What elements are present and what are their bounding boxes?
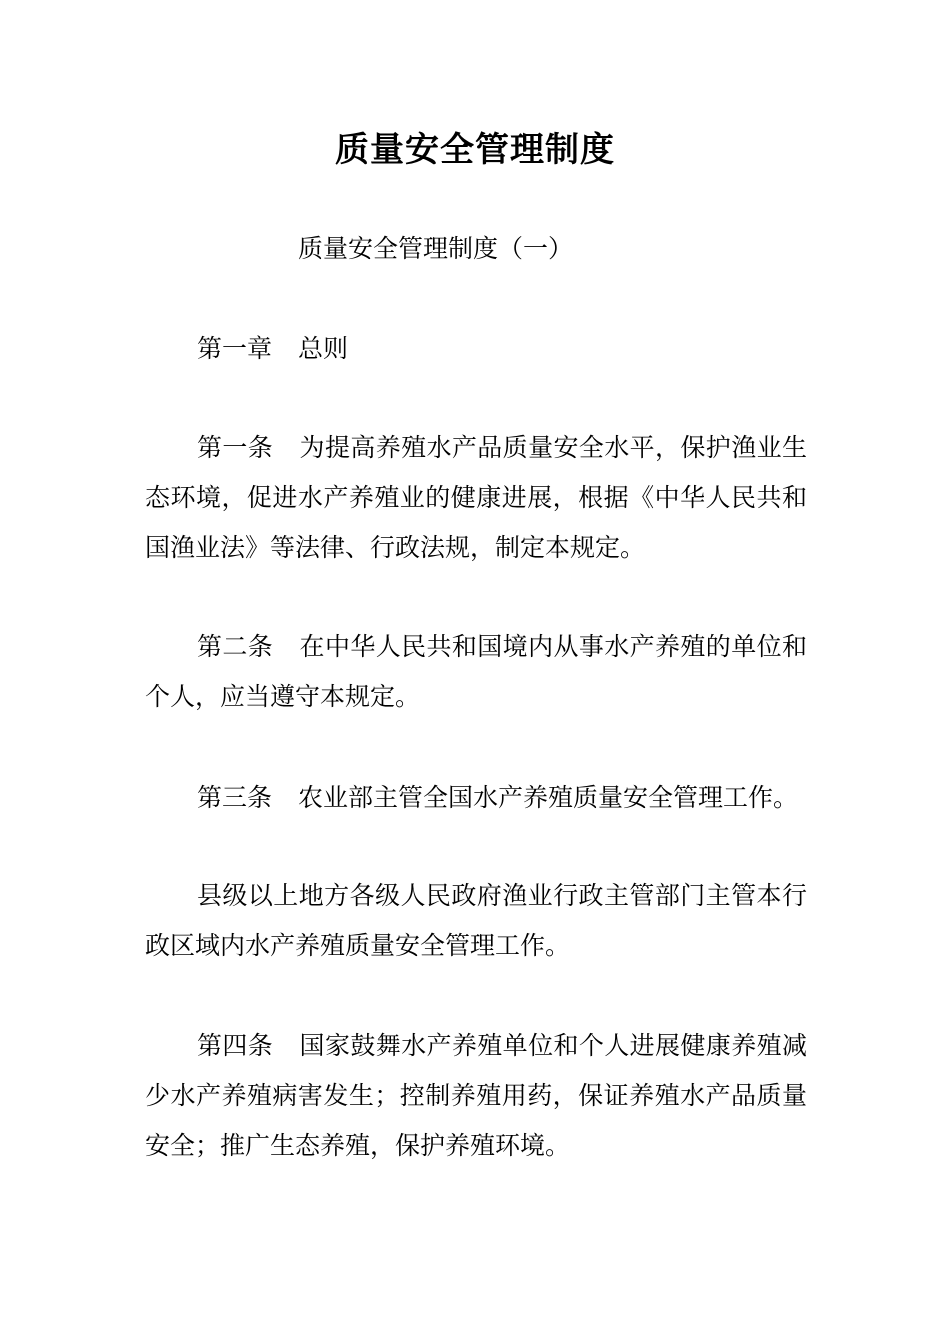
article-label: 第二条 — [197, 632, 274, 661]
article-paragraph — [145, 871, 807, 971]
article-text: 国家鼓舞水产养殖单位和个人进展健康养殖减少水产养殖病害发生；控制养殖用药，保证养殖水产品质量安全；推广生态养殖，保护养殖环境。 — [145, 1031, 807, 1160]
chapter-number: 第一章 — [197, 334, 273, 363]
article-paragraph — [145, 1021, 807, 1171]
article-text: 在中华人民共和国境内从事水产养殖的单位和个人，应当遵守本规定。 — [145, 632, 807, 711]
article-paragraph — [145, 423, 807, 573]
article-label: 第三条 — [197, 783, 273, 812]
article-text: 为提高养殖水产品质量安全水平，保护渔业生态环境，促进水产养殖业的健康进展，根据《中华人民共和国渔业法》等法律、行政法规，制定本规定。 — [145, 433, 807, 562]
chapter-heading — [197, 332, 348, 366]
article-text: 农业部主管全国水产养殖质量安全管理工作。 — [298, 783, 799, 812]
document-title: 质量安全管理制度 — [335, 130, 615, 170]
article-paragraph — [145, 622, 807, 722]
article-paragraph — [145, 773, 807, 823]
chapter-name: 总则 — [298, 334, 349, 363]
article-label: 第一条 — [197, 433, 274, 462]
article-text: 县级以上地方各级人民政府渔业行政主管部门主管本行政区域内水产养殖质量安全管理工作。 — [145, 881, 807, 960]
document-subtitle: 质量安全管理制度（一） — [298, 234, 574, 263]
article-label: 第四条 — [197, 1031, 274, 1060]
